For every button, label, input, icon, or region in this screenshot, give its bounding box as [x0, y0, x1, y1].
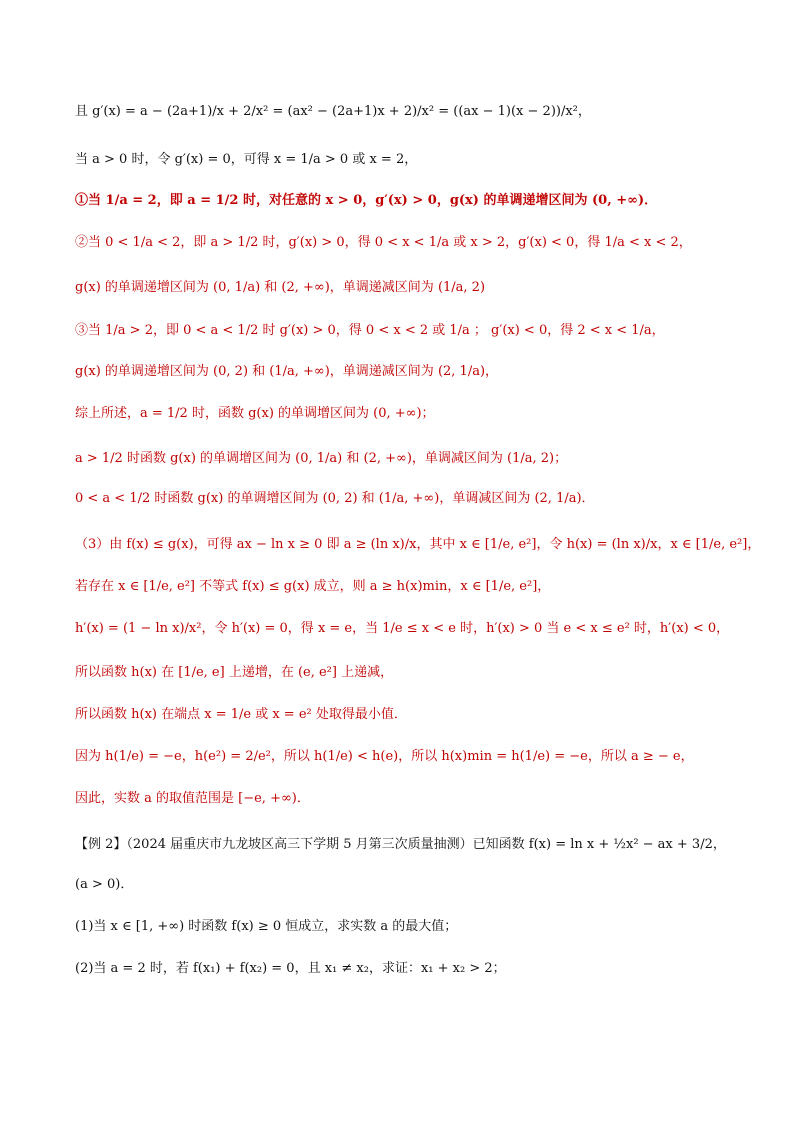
text-line-8: 综上所述，a = 1/2 时，函数 g(x) 的单调增区间为 (0, +∞)；	[75, 406, 435, 421]
text-line-5: g(x) 的单调递增区间为 (0, 1/a) 和 (2, +∞)，单调递减区间为 (1/a, 2)	[75, 280, 486, 295]
text-line-17: 因此，实数 a 的取值范围是 [−e, +∞)．	[75, 791, 310, 806]
text-line-21: (2)当 a = 2 时，若 f(x₁) + f(x₂) = 0，且 x₁ ≠ x₂，求证：x₁ + x₂ > 2；	[75, 961, 506, 976]
text-line-15: 所以函数 h(x) 在端点 x = 1/e 或 x = e² 处取得最小值．	[75, 707, 407, 722]
text-line-19: (a > 0)．	[75, 877, 134, 892]
text-line-4: ②当 0 < 1/a < 2，即 a > 1/2 时，g′(x) > 0，得 0 < x < 1/a 或 x > 2，g′(x) < 0，得 1/a < x < 2，	[75, 235, 692, 250]
text-line-13: h′(x) = (1 − ln x)/x²，令 h′(x) = 0，得 x = e，当 1/e ≤ x < e 时，h′(x) > 0 当 e < x ≤ e² 时，h′(x) < 0，	[75, 621, 730, 636]
text-line-10: 0 < a < 1/2 时函数 g(x) 的单调增区间为 (0, 2) 和 (1/a, +∞)，单调减区间为 (2, 1/a)．	[75, 491, 595, 506]
text-line-9: a > 1/2 时函数 g(x) 的单调增区间为 (0, 1/a) 和 (2, +∞)，单调减区间为 (1/a, 2)；	[75, 451, 568, 466]
text-line-3: ①当 1/a = 2，即 a = 1/2 时，对任意的 x > 0，g′(x) > 0，g(x) 的单调递增区间为 (0, +∞)．	[75, 193, 658, 208]
text-line-14: 所以函数 h(x) 在 [1/e, e] 上递增，在 (e, e²] 上递减，	[75, 665, 394, 680]
text-line-11: （3）由 f(x) ≤ g(x)，可得 ax − ln x ≥ 0 即 a ≥ (ln x)/x，其中 x ∈ [1/e, e²]，令 h(x) = (ln x)/x，x ∈ [1/e, e²]，	[75, 537, 761, 552]
text-line-1: 且 g′(x) = a − (2a+1)/x + 2/x² = (ax² − (2a+1)x + 2)/x² = ((ax − 1)(x − 2))/x²，	[75, 104, 591, 119]
text-line-12: 若存在 x ∈ [1/e, e²] 不等式 f(x) ≤ g(x) 成立，则 a ≥ h(x)min，x ∈ [1/e, e²]，	[75, 579, 551, 594]
text-line-18: 【例 2】（2024 届重庆市九龙坡区高三下学期 5 月第三次质量抽测）已知函数 f(x) = ln x + ½x² − ax + 3/2，	[75, 837, 726, 852]
text-line-16: 因为 h(1/e) = −e，h(e²) = 2/e²，所以 h(1/e) < h(e)，所以 h(x)min = h(1/e) = −e，所以 a ≥ − e，	[75, 749, 694, 764]
text-line-20: (1)当 x ∈ [1, +∞) 时函数 f(x) ≥ 0 恒成立，求实数 a 的最大值；	[75, 919, 458, 934]
text-line-6: ③当 1/a > 2，即 0 < a < 1/2 时 g′(x) > 0，得 0 < x < 2 或 1/a ； g′(x) < 0，得 2 < x < 1/a，	[75, 323, 665, 338]
text-line-7: g(x) 的单调递增区间为 (0, 2) 和 (1/a, +∞)，单调递减区间为 (2, 1/a)，	[75, 364, 499, 379]
text-line-2: 当 a > 0 时，令 g′(x) = 0，可得 x = 1/a > 0 或 x = 2，	[75, 152, 418, 167]
